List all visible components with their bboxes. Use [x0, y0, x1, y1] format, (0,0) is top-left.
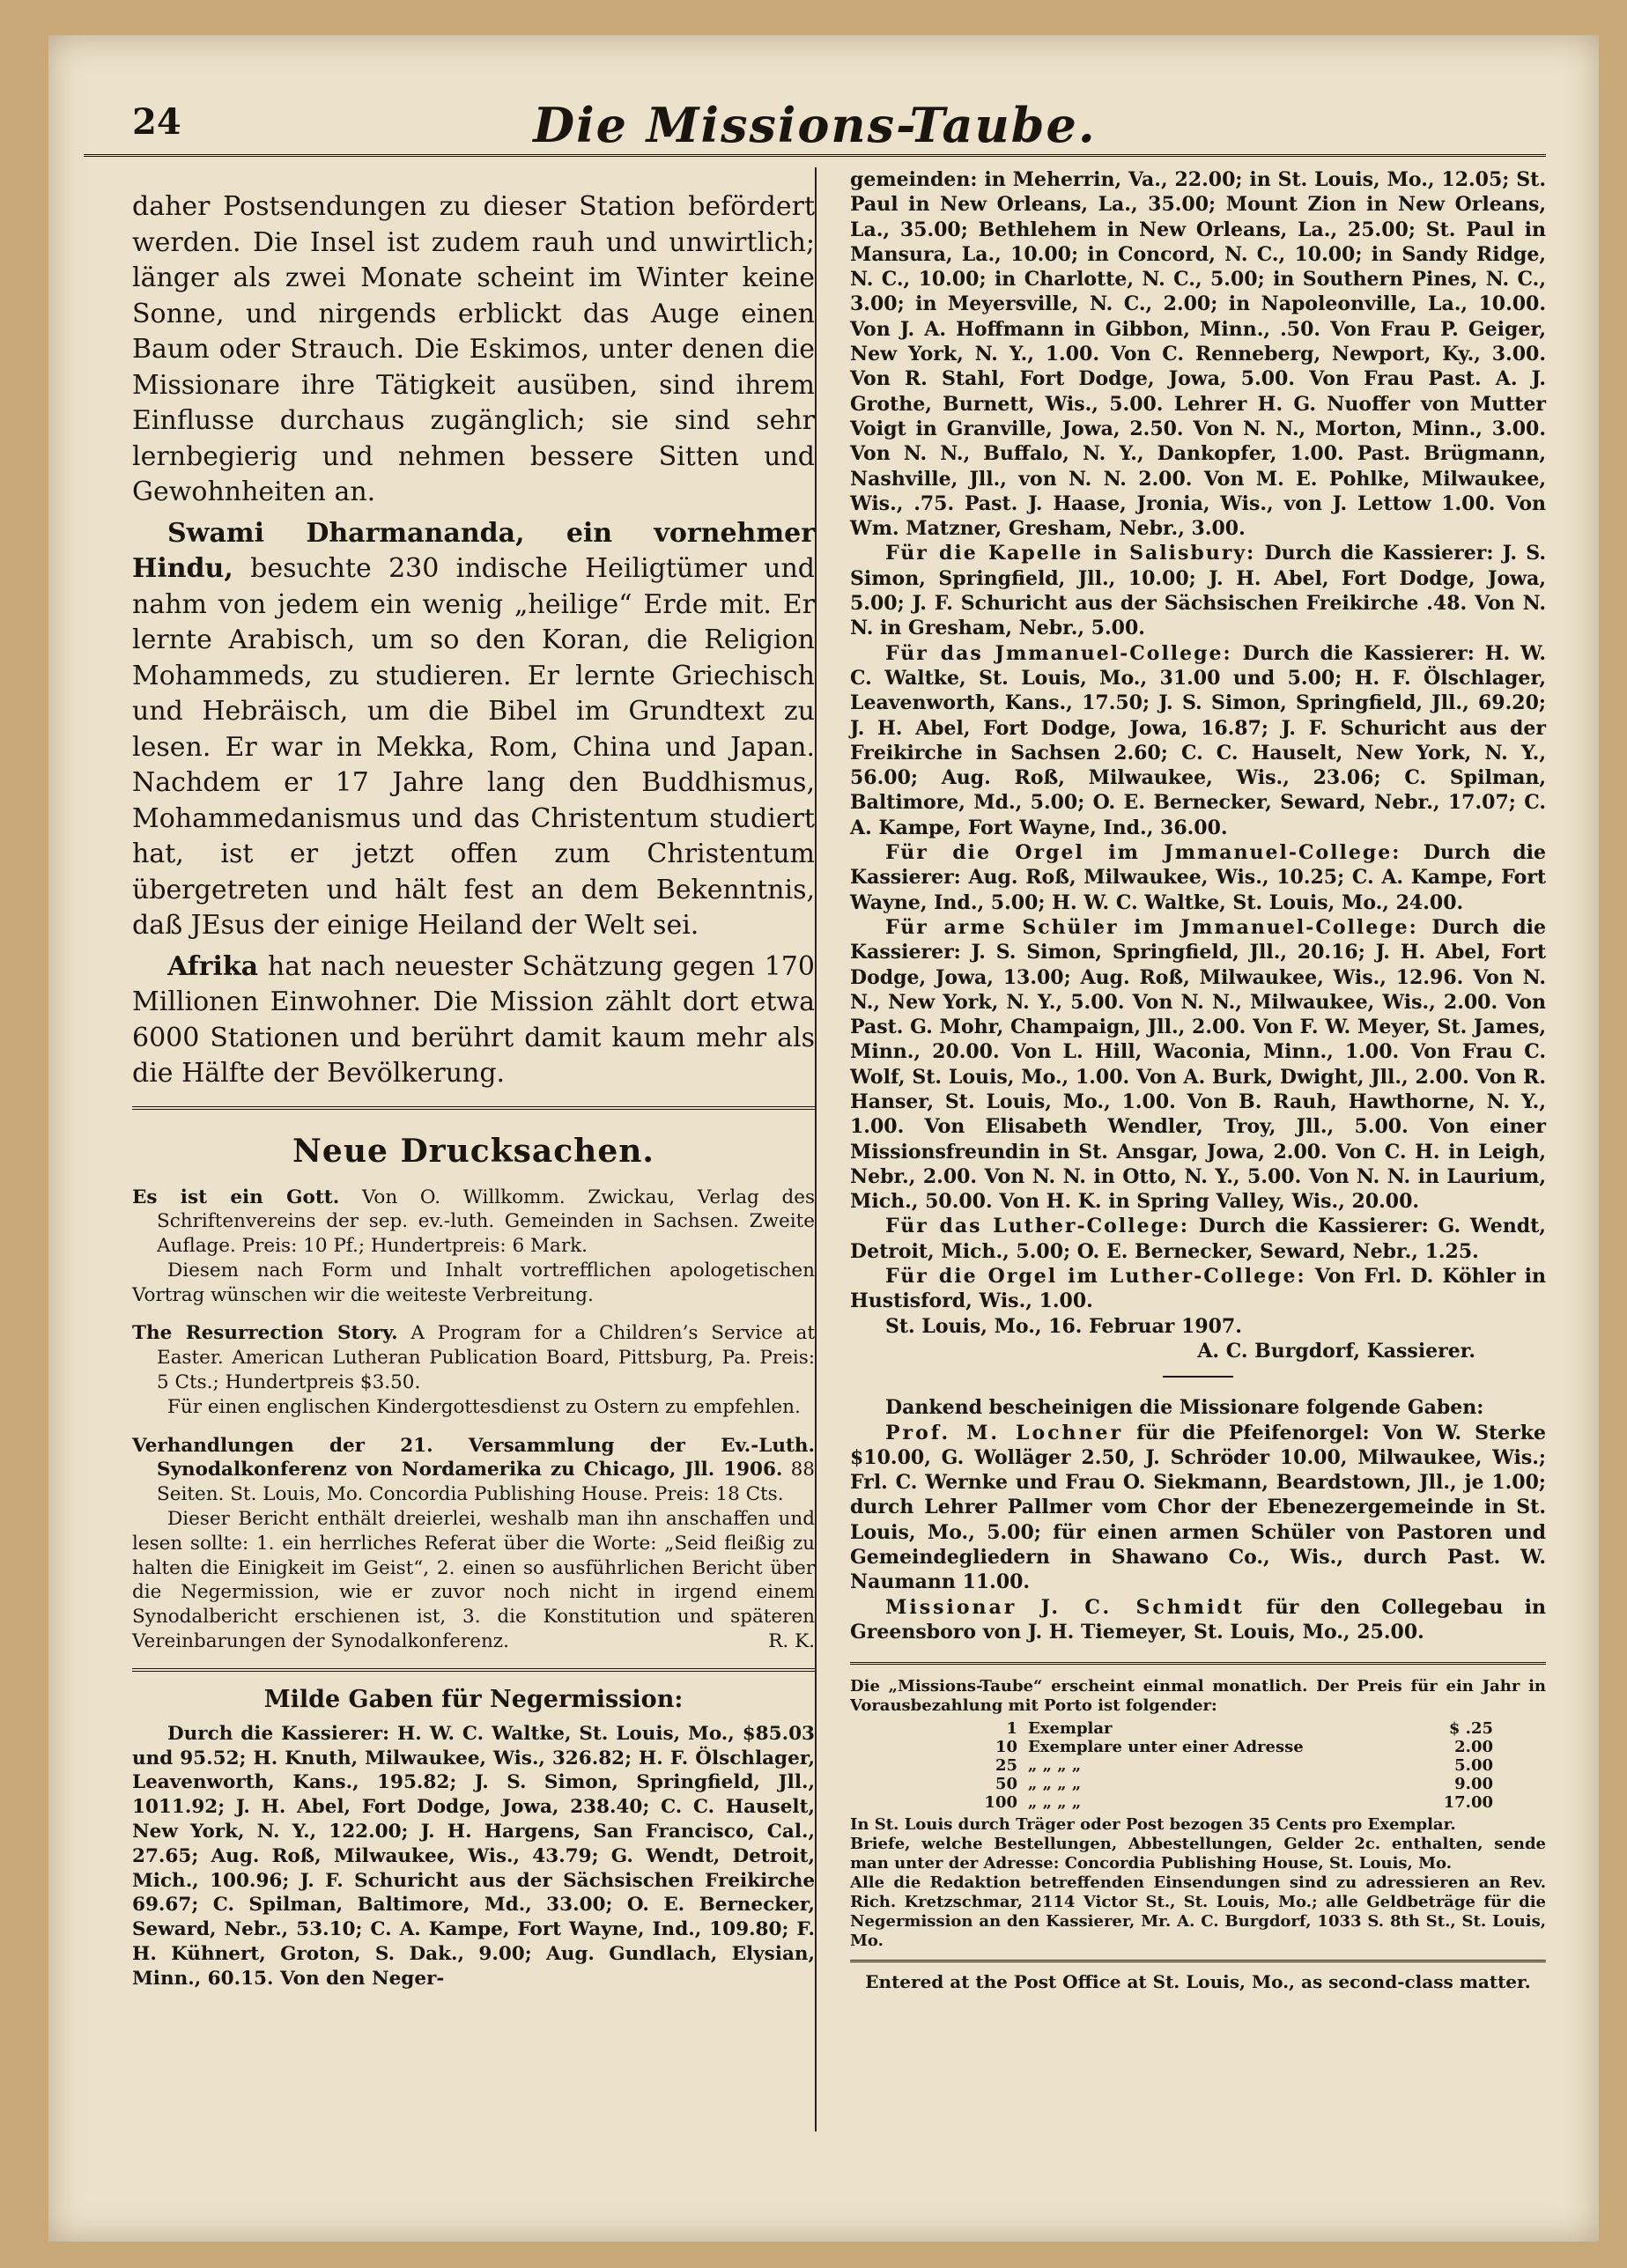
receipts-continued: gemeinden: in Meherrin, Va., 22.00; in St. Louis, Mo., 12.05; St. Paul in New Orleans, La., 35.00; Mount Zion in New Orleans, La., 35.00; Bethlehem in New Orleans, La., 25.00; St. Paul in Mansura, La., 10.00; in Concord, N. C., 10.00; in Sandy Ridge, N. C., 10.00; in Charlotte, N. C., 5.00; in Southern Pines, N. C., 3.00; in Meyersville, N. C., 2.00; in Napoleonville, La., 10.00. Von J. A. Hoffmann in Gibbon, Minn., .50. Von Frau P. Geiger, New York, N. Y., 1.00. Von C. Renneberg, Newport, Ky., 3.00. Von R. Stahl, Fort Dodge, Jowa, 5.00. Von Frau Past. A. J. Grothe, Burnett, Wis., 5.00. Lehrer H. G. Nuoffer von Mutter Voigt in Granville, Jowa, 2.50. Von N. N., Morton, Minn., 3.00. Von N. N., Buffalo, N. Y., Dankopfer, 1.00. Past. Brügmann, Nashville, Jll., von N. N. 2.00. Von M. E. Pohlke, Milwaukee, Wis., .75. Past. J. Haase, Jronia, Wis., von J. Lettow 1.00. Von Wm. Matzner, Gresham, Nebr., 3.00. [850, 168, 1546, 541]
receipt-text: Durch die Kassierer: G. Wendt, Detroit, Mich., 5.00; O. E. Bernecker, Seward, Nebr., 1.25. [850, 1215, 1546, 1263]
publication-entry [132, 1321, 815, 1394]
short-divider [1163, 1376, 1233, 1378]
postal-notice: Entered at the Post Office at St. Louis, Mo., as second-class matter. [865, 1971, 1531, 1993]
missionary-receipts [850, 1395, 1546, 1644]
intro-paragraph: daher Postsendungen zu dieser Station befördert werden. Die Insel ist zudem rauh und unwirtlich; länger als zwei Monate scheint im Winter keine Sonne, und nirgends erblickt das Auge einen Baum oder Strauch. Die Eskimos, unter denen die Missionare ihre Tätigkeit ausüben, sind ihrem Einflusse durchaus zugänglich; sie sind sehr lernbegierig und nehmen bessere Sitten und Gewohnheiten an. [132, 191, 815, 507]
publication-title: Verhandlungen der 21. Versammlung der Ev.-Luth. Synodalkonferenz von Nordamerika zu Chicago, Jll. 1906. [132, 1434, 815, 1481]
swami-paragraph [132, 516, 815, 944]
subscription-st-louis: In St. Louis durch Träger oder Post bezogen 35 Cents pro Exemplar. [850, 1815, 1456, 1835]
publication-review: Diesem nach Form und Inhalt vortrefflichen apologetischen Vortrag wünschen wir die weiteste Verbreitung. [132, 1259, 815, 1306]
publication-review [132, 1507, 815, 1654]
publication-details: Von O. Willkomm. Zwickau, Verlag des Schriftenvereins der sep. ev.-luth. Gemeinden in Sachsen. Zweite Auflage. Preis: 10 Pf.; Hundertpreis: 6 Mark. [157, 1186, 815, 1258]
receipt-luther-orgel [850, 1264, 1546, 1314]
receipt-lead: Für das Jmmanuel-College: [885, 641, 1232, 665]
price-row: 25 „ „ „ „ 5.00 [995, 1756, 1493, 1776]
publication-details: 88 Seiten. St. Louis, Mo. Concordia Publishing House. Preis: 18 Cts. [157, 1459, 815, 1506]
receipt-lead: Für die Orgel im Jmmanuel-College: [885, 841, 1401, 865]
column-divider [815, 167, 817, 2131]
afrika-text: hat nach neuester Schätzung gegen 170 Millionen Einwohner. Die Mission zählt dort etwa 6000 Stationen und berührt damit kaum mehr als die Hälfte der Bevölkerung. [132, 950, 815, 1089]
price-row: 100 „ „ „ „ 17.00 [984, 1793, 1493, 1813]
receipt-salisbury [850, 541, 1546, 640]
subscription-box [850, 1662, 1546, 1962]
swami-lead: Swami Dharmananda, ein vornehmer Hindu, [132, 517, 815, 584]
publications-list [132, 1186, 815, 1654]
receipt-orgel [850, 840, 1546, 915]
receipt-schmidt [850, 1595, 1546, 1645]
news-items [132, 189, 815, 1092]
receipt-text: Durch die Kassierer: J. S. Simon, Springfield, Jll., 10.00; J. H. Abel, Fort Dodge, Jowa, 5.00; J. F. Schuricht aus der Sächsischen Freikirche .48. Von N. N. in Gresham, Nebr., 5.00. [850, 542, 1546, 640]
left-column [132, 189, 815, 1991]
dateline: St. Louis, Mo., 16. Februar 1907. [885, 1314, 1242, 1338]
right-column [850, 167, 1546, 1992]
review-text: Dieser Bericht enthält dreierlei, weshalb man ihn anschaffen und lesen sollte: 1. ein herrliches Referat über die Worte: „Seid fleißig zu halten die Einigkeit im Geist“, 2. einen so ausführlichen Bericht über die Negermission, wie er zuvor noch nicht in irgend einem Synodalbericht erschienen ist, 3. die Konstitution und späteren Vereinbarungen der Synodalkonferenz. [132, 1508, 815, 1653]
subscription-editor: Alle die Redaktion betreffenden Einsendungen sind zu adressieren an Rev. Rich. Kretzschmar, 2114 Victor St., St. Louis, Mo.; alle Geldbeträge für die Negermission an den Kassierer, Mr. A. C. Burgdorf, 1033 S. 8th St., St. Louis, Mo. [850, 1873, 1546, 1951]
receipt-lead: Für die Kapelle in Salisbury: [885, 542, 1256, 565]
dank-title: Dankend bescheinigen die Missionare folgende Gaben: [885, 1396, 1484, 1420]
receipt-lead: Für die Orgel im Luther-College: [885, 1265, 1306, 1289]
receipt-lead: Für das Luther-College: [885, 1215, 1190, 1238]
treasurer-signature: A. C. Burgdorf, Kassierer. [1197, 1339, 1475, 1363]
price-row: 1 Exemplar $ .25 [1006, 1719, 1493, 1739]
masthead-title: Die Missions-Taube. [533, 97, 1097, 153]
subscription-intro: Die „Missions-Taube“ erscheint einmal monatlich. Der Preis für ein Jahr in Vorausbezahlung mit Porto ist folgender: [850, 1677, 1546, 1716]
publication-title: The Resurrection Story. [132, 1322, 398, 1345]
section-title-gaben: Milde Gaben für Negermission: [263, 1685, 684, 1713]
receipt-text: für die Pfeifenorgel: Von W. Sterke $10.00, G. Wolläger 2.50, J. Schröder 10.00, Milwaukee, Wis.; Frl. C. Wernke und Frau O. Siekmann, Beardstown, Jll., je 1.00; durch Lehrer Pallmer vom Chor der Ebenezergemeinde in St. Louis, Mo., 5.00; für einen armen Schüler von Pastoren und Gemeindegliedern in Shawano Co., Wis., durch Past. W. Naumann 11.00. [850, 1421, 1546, 1594]
afrika-lead: Afrika [167, 950, 259, 982]
receipt-lead: Für arme Schüler im Jmmanuel-College: [885, 915, 1418, 939]
section-divider [132, 1668, 815, 1672]
receipt-text: Von Frl. D. Köhler in Hustisford, Wis., 1.00. [850, 1265, 1546, 1313]
receipt-text: Durch die Kassierer: Aug. Roß, Milwaukee, Wis., 10.25; C. A. Kampe, Fort Wayne, Ind., 5.00; H. W. C. Waltke, St. Louis, Mo., 24.00. [850, 841, 1546, 914]
swami-text: besuchte 230 indische Heiligtümer und nahm von jedem ein wenig „heilige“ Erde mit. Er lernte Arabisch, um so den Koran, die Religion Mohammeds, zu studieren. Er lernte Griechisch und Hebräisch, um die Bibel im Grundtext zu lesen. Er war in Mekka, Rom, China und Japan. Nachdem er 17 Jahre lang den Buddhismus, Mohammedanismus und das Christentum studiert hat, ist er jetzt offen zum Christentum übergetreten und hält fest an dem Bekenntnis, daß JEsus der einige Heiland der Welt sei. [132, 553, 815, 941]
receipt-arme-schueler [850, 915, 1546, 1215]
gifts-list [132, 1722, 815, 1991]
price-row: 50 „ „ „ „ 9.00 [995, 1775, 1493, 1794]
price-row: 10 Exemplare unter einer Adresse 2.00 [995, 1738, 1493, 1757]
receipt-text: Durch die Kassierer: J. S. Simon, Springfield, Jll., 20.16; J. H. Abel, Fort Dodge, Jowa, 13.00; Aug. Roß, Milwaukee, Wis., 12.96. Von N. N., New York, N. Y., 5.00. Von N. N., Milwaukee, Wis., 2.00. Von Past. G. Mohr, Champaign, Jll., 2.00. Von F. W. Meyer, St. James, Minn., 20.00. Von L. Hill, Waconia, Minn., 1.00. Von Frau C. Wolf, St. Louis, Mo., 1.00. Von A. Burk, Dwight, Jll., 2.00. Von R. Hanser, St. Louis, Mo., 1.00. Von B. Rauh, Hawthorne, N. Y., 1.00. Von Elisabeth Wendler, Troy, Jll., 5.00. Von einer Missionsfreundin in St. Ansgar, Jowa, 2.00. Von C. H. in Leigh, Nebr., 2.00. Von N. N. in Otto, N. Y., 5.00. Von N. N. in Laurium, Mich., 50.00. Von H. K. in Spring Valley, Wis., 20.00. [850, 915, 1546, 1214]
subscription-orders: Briefe, welche Bestellungen, Abbestellungen, Gelder 2c. enthalten, sende man unter der Adresse: Concordia Publishing House, St. Louis, Mo. [850, 1835, 1546, 1873]
publication-title: Es ist ein Gott. [132, 1186, 340, 1208]
publication-details: A Program for a Children’s Service at Easter. American Lutheran Publication Board, Pittsburg, Pa. Preis: 5 Cts.; Hundertpreis $3.50. [157, 1322, 815, 1394]
gifts-text: Durch die Kassierer: H. W. C. Waltke, St. Louis, Mo., $85.03 und 95.52; H. Knuth, Milwaukee, Wis., 326.82; H. F. Ölschlager, Leavenworth, Kans., 195.82; J. S. Simon, Springfield, Jll., 1011.92; J. H. Abel, Fort Dodge, Jowa, 238.40; C. C. Hauselt, New York, N. Y., 122.00; J. H. Hargens, San Francisco, Cal., 27.65; Aug. Roß, Milwaukee, Wis., 43.79; G. Wendt, Detroit, Mich., 100.96; J. F. Schuricht aus der Sächsischen Freikirche 69.67; C. Spilman, Baltimore, Md., 33.00; O. E. Bernecker, Seward, Nebr., 53.10; C. A. Kampe, Fort Wayne, Ind., 109.80; F. H. Kühnert, Groton, S. Dak., 9.00; Aug. Gundlach, Elysian, Minn., 60.15. Von den Neger- [132, 1722, 815, 1990]
publication-entry [132, 1434, 815, 1507]
receipt-immanuel [850, 641, 1546, 840]
receipts-list [850, 167, 1546, 1363]
receipt-lead: Prof. M. Lochner [885, 1421, 1124, 1444]
afrika-paragraph [132, 949, 815, 1092]
receipt-lead: Missionar J. C. Schmidt [885, 1595, 1245, 1619]
review-signature: R. K. [768, 1630, 815, 1653]
page-header [84, 92, 1546, 157]
receipt-text: Durch die Kassierer: H. W. C. Waltke, St. Louis, Mo., 31.00 und 5.00; H. F. Ölschlager, Leavenworth, Kans., 17.50; J. S. Simon, Springfield, Jll., 69.20; J. H. Abel, Fort Dodge, Jowa, 16.87; J. F. Schuricht aus der Freikirche in Sachsen 2.60; C. C. Hauselt, New York, N. Y., 56.00; Aug. Roß, Milwaukee, Wis., 23.06; C. Spilman, Baltimore, Md., 5.00; O. E. Bernecker, Seward, Nebr., 17.07; C. A. Kampe, Fort Wayne, Ind., 36.00. [850, 641, 1546, 839]
publication-review: Für einen englischen Kindergottesdienst zu Ostern zu empfehlen. [167, 1395, 801, 1418]
page-number: 24 [132, 101, 181, 143]
publication-entry [132, 1186, 815, 1259]
receipt-text: für den Collegebau in Greensboro von J. H. Tiemeyer, St. Louis, Mo., 25.00. [850, 1595, 1546, 1644]
receipt-lochner [850, 1421, 1546, 1595]
receipt-luther [850, 1214, 1546, 1264]
section-divider [132, 1106, 815, 1110]
section-title-drucksachen: Neue Drucksachen. [292, 1132, 654, 1170]
price-table [885, 1719, 1493, 1812]
